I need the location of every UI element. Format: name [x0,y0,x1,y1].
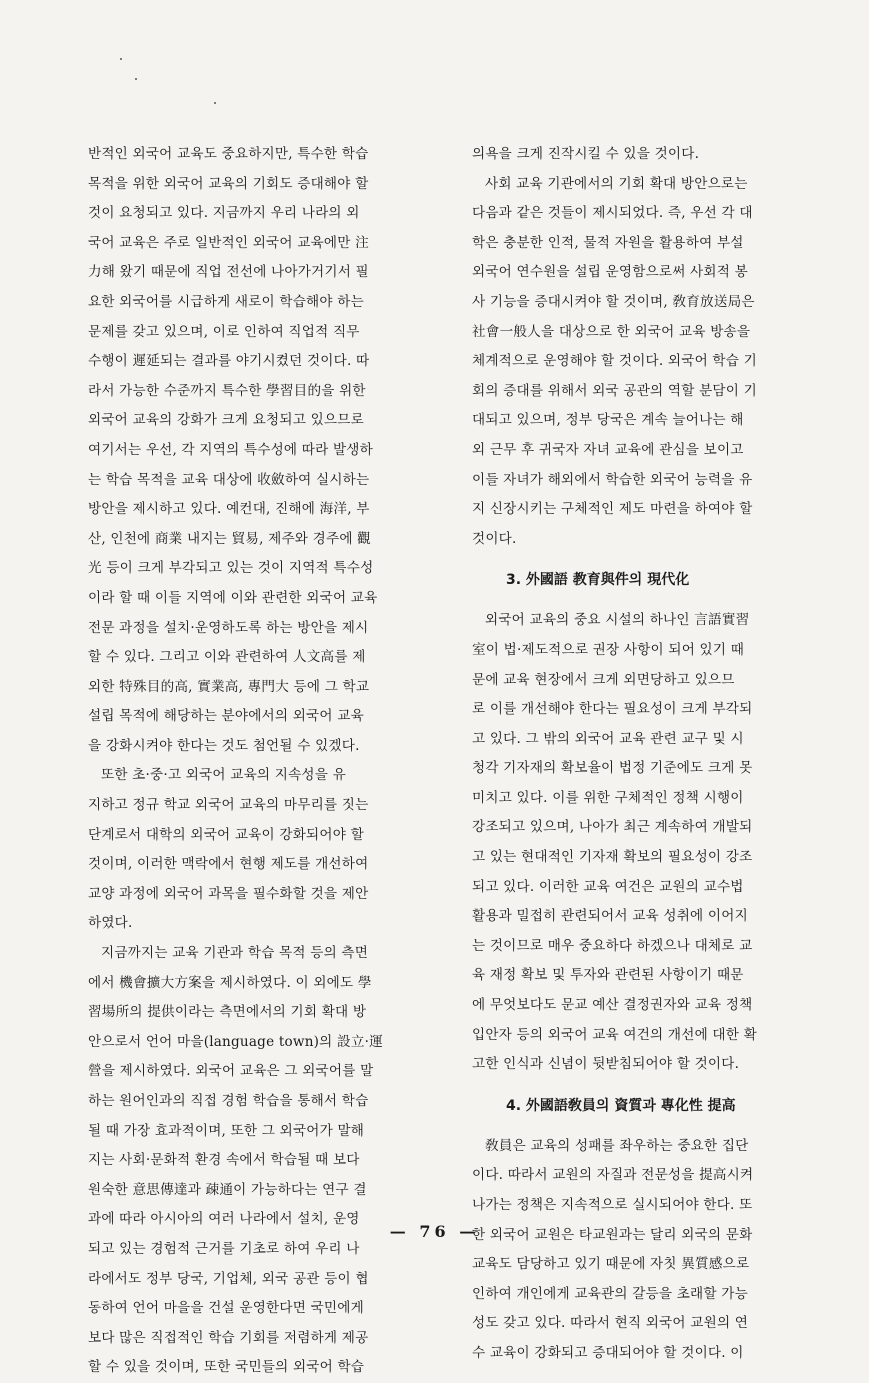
text-line: 학은 충분한 인적, 물적 자원을 활용하여 부설 [472,234,744,251]
text-line: 체계적으로 운영해야 할 것이다. 외국어 학습 기 [472,353,757,370]
text-line: 社會一般人을 대상으로 한 외국어 교육 방송을 [472,323,751,340]
text-line: 사회 교육 기관에서의 기회 확대 방안으로는 [485,175,748,192]
text-line: 이다. 따라서 교원의 자질과 전문성을 提高시켜 [472,1167,754,1184]
text-line: 인하여 개인에게 교육관의 갈등을 초래할 가능 [472,1285,748,1302]
text-line: 활용과 밀접히 관련되어서 교육 성취에 이어지 [472,908,748,925]
text-line: 과에 따라 아시아의 여러 나라에서 설치, 운영 [88,1211,360,1228]
text-line: 것이다. [472,530,517,547]
text-line: 보다 많은 직접적인 학습 기회를 저렴하게 제공 [88,1329,369,1346]
text-line: 원숙한 意思傳達과 疎通이 가능하다는 연구 결 [88,1181,367,1198]
scan-speck [120,58,122,60]
text-line: 산, 인천에 商業 내지는 貿易, 제주와 경주에 觀 [88,530,371,547]
text-line: 회의 증대를 위해서 외국 공관의 역할 분담이 기 [472,382,757,399]
text-line: 되고 있는 경험적 근거를 기초로 하여 우리 나 [88,1240,360,1257]
text-line: 고 있다. 그 밖의 외국어 교육 관련 교구 및 시 [472,730,744,747]
text-line: 외국어 교육의 강화가 크게 요청되고 있으므로 [88,412,364,429]
text-line: 할 수 있을 것이며, 또한 국민들의 외국어 학습 [88,1359,365,1376]
text-line: 지금까지는 교육 기관과 학습 목적 등의 측면 [101,945,369,962]
text-line: 외국어 연수원을 설립 운영함으로써 사회적 봉 [472,264,748,281]
text-line: 단계로서 대학의 외국어 교육이 강화되어야 할 [88,826,364,843]
text-line: 고 있는 현대적인 기자재 확보의 필요성이 강조 [472,849,753,866]
text-line: 문에 교육 현장에서 크게 외면당하고 있으므 [472,671,735,688]
section-heading: 3. 外國語 教育與件의 現代化 [506,572,690,589]
text-line: 성도 갖고 있다. 따라서 현직 외국어 교원의 연 [472,1315,749,1332]
text-line: 나가는 정책은 지속적으로 실시되어야 한다. 또 [472,1197,753,1213]
text-line: 사 기능을 증대시켜야 할 것이며, 敎育放送局은 [472,293,755,310]
text-line: 강조되고 있으며, 나아가 최근 계속하여 개발되 [472,819,753,836]
text-line: 지하고 정규 학교 외국어 교육의 마무리를 짓는 [88,797,369,814]
text-line: 청각 기자재의 확보율이 법정 기준에도 크게 못 [472,760,753,777]
text-line: 국어 교육은 주로 일반적인 외국어 교육에만 注 [88,234,369,251]
text-line: 반적인 외국어 교육도 중요하지만, 특수한 학습 [88,146,369,162]
text-line: 習場所의 提供이라는 측면에서의 기회 확대 방 [88,1004,367,1021]
text-line: 한 외국어 교원은 타교원과는 달리 외국의 문화 [472,1226,753,1243]
text-line: 되고 있다. 이러한 교육 여건은 교원의 교수법 [472,878,744,895]
text-line: 외 근무 후 귀국자 자녀 교육에 관심을 보이고 [472,441,744,458]
text-line: 이들 자녀가 해외에서 학습한 외국어 능력을 유 [472,471,753,488]
text-line: 에서 機會擴大方案을 제시하였다. 이 외에도 學 [88,974,372,991]
text-line: 로 이를 개선해야 한다는 필요성이 크게 부각되 [472,701,753,718]
text-line: 교육도 담당하고 있기 때문에 자칫 異質感으로 [472,1256,750,1273]
text-line: 교양 과정에 외국어 과목을 필수화할 것을 제안 [88,885,369,902]
scan-speck [135,78,137,80]
text-line: 입안자 등의 외국어 교육 여건의 개선에 대한 확 [472,1026,757,1043]
text-line: 문제를 갖고 있으며, 이로 인하여 직업적 직무 [88,323,360,340]
text-line: 라서 가능한 수준까지 특수한 學習目的을 위한 [88,382,366,399]
page-number: — 76 — [389,1222,480,1241]
text-line: 는 학습 목적을 교육 대상에 收斂하여 실시하는 [88,471,370,488]
text-line: 동하여 언어 마을을 건설 운영한다면 국민에게 [88,1300,364,1317]
text-line: 의욕을 크게 진작시킬 수 있을 것이다. [472,146,700,162]
text-line: 방안을 제시하고 있다. 예컨대, 진해에 海洋, 부 [88,501,370,518]
text-line: 力해 왔기 때문에 직업 전선에 나아가거기서 필 [88,264,369,281]
left-column [88,140,456,1383]
text-line: 지 신장시키는 구체적인 제도 마련을 하여야 할 [472,501,753,518]
text-line: 외국어 교육의 중요 시설의 하나인 言語實習 [485,612,750,629]
text-line: 될 때 가장 효과적이며, 또한 그 외국어가 말해 [88,1122,365,1139]
text-line: 고한 인식과 신념이 뒷받침되어야 할 것이다. [472,1056,740,1073]
text-line: 수 교육이 강화되고 증대되어야 할 것이다. 이 [472,1344,744,1361]
text-line: 라에서도 정부 당국, 기업체, 외국 공관 등이 협 [88,1270,369,1287]
text-line: 하는 원어인과의 직접 경험 학습을 통해서 학습 [88,1093,369,1109]
text-line: 室이 법·제도적으로 권장 사항이 되어 있기 때 [472,641,745,658]
right-column [472,140,840,1369]
text-line: 을 강화시켜야 한다는 것도 첨언될 수 있겠다. [88,737,360,754]
text-line: 수행이 遲延되는 결과를 야기시켰던 것이다. 따 [88,353,370,370]
text-line: 설립 목적에 해당하는 분야에서의 외국어 교육 [88,708,364,725]
text-line: 에 무엇보다도 문교 예산 결정권자와 교육 정책 [472,997,753,1014]
section-heading: 4. 外國語敎員의 資質과 專化性 提高 [506,1097,736,1114]
text-line: 목적을 위한 외국어 교육의 기회도 증대해야 할 [88,175,369,192]
text-line: 다음과 같은 것들이 제시되었다. 즉, 우선 각 대 [472,205,753,222]
text-line: 는 것이므로 매우 중요하다 하겠으나 대체로 교 [472,937,753,954]
text-line: 할 수 있다. 그리고 이와 관련하여 人文高를 제 [88,649,366,666]
text-line: 대되고 있으며, 정부 당국은 계속 늘어나는 해 [472,412,744,429]
text-line: 육 재정 확보 및 투자와 관련된 사항이기 때문 [472,967,744,984]
text-line: 또한 초·중·고 외국어 교육의 지속성을 유 [101,767,346,784]
text-line: 敎員은 교육의 성패를 좌우하는 중요한 집단 [485,1137,749,1154]
scan-speck [214,102,216,104]
text-line: 이라 할 때 이들 지역에 이와 관련한 외국어 교육 [88,589,378,606]
text-line: 미치고 있다. 이를 위한 구체적인 정책 시행이 [472,789,744,806]
text-line: 營을 제시하였다. 외국어 교육은 그 외국어를 말 [88,1063,374,1080]
text-line: 요한 외국어를 시급하게 새로이 학습해야 하는 [88,293,364,310]
text-line: 안으로서 언어 마을(language town)의 設立·運 [88,1033,383,1050]
text-line: 하였다. [88,915,133,932]
text-line: 것이며, 이러한 맥락에서 현행 제도를 개선하여 [88,856,369,873]
text-line: 외한 特殊目的高, 實業高, 專門大 등에 그 학교 [88,678,370,695]
text-line: 전문 과정을 설치·운영하도록 하는 방안을 제시 [88,619,369,636]
text-line: 光 등이 크게 부각되고 있는 것이 지역적 특수성 [88,560,374,577]
text-line: 것이 요청되고 있다. 지금까지 우리 나라의 외 [88,205,360,222]
text-line: 지는 사회·문화적 환경 속에서 학습될 때 보다 [88,1152,360,1169]
text-line: 여기서는 우선, 각 지역의 특수성에 따라 발생하 [88,441,373,458]
